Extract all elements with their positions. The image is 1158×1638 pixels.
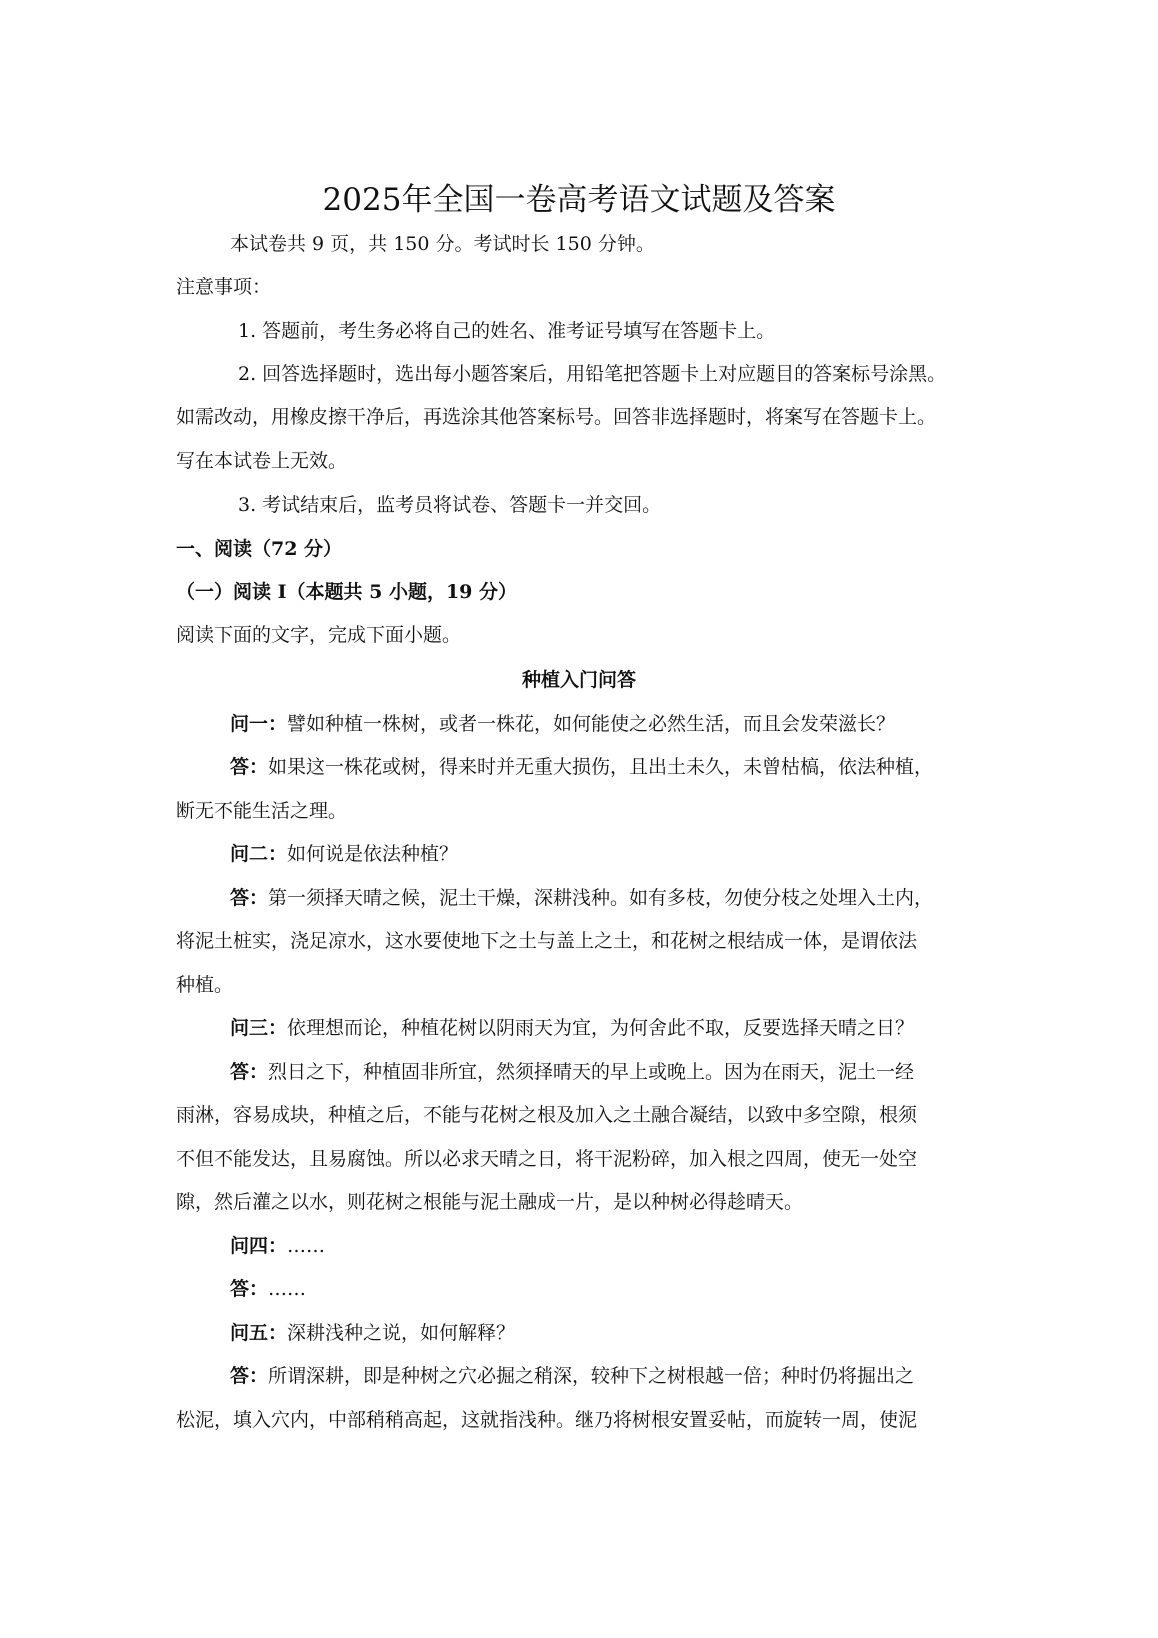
answer-text: 如果这一株花或树，得来时并无重大损伤，且出土未久，未曾枯槁，依法种植， [268,756,934,778]
notice-item-1: 1. 答题前，考生务必将自己的姓名、准考证号填写在答题卡上。 [238,320,776,342]
question-5 [230,1319,515,1347]
answer-1-line-1 [230,753,933,781]
question-label: 问四： [230,1235,288,1257]
question-label: 问五： [230,1322,288,1344]
question-text: 依理想而论，种植花树以阴雨天为宜，为何舍此不取，反要选择天晴之日？ [287,1017,915,1039]
intro-text: 本试卷共 9 页，共 150 分。考试时长 150 分钟。 [230,233,655,255]
answer-3-line-4: 隙，然后灌之以水，则花树之根能与泥土融成一片，是以种树必得趁晴天。 [176,1191,804,1213]
answer-label: 答： [230,756,269,778]
subsection-heading: （一）阅读 I（本题共 5 小题，19 分） [176,581,518,603]
notice-item-2-line-1: 2. 回答选择题时，选出每小题答案后，用铅笔把答题卡上对应题目的答案标号涂黑。 [238,363,947,385]
answer-5-line-1 [230,1362,914,1390]
question-label: 问一： [230,713,288,735]
question-3 [230,1014,914,1042]
notice-item-3: 3. 考试结束后，监考员将试卷、答题卡一并交回。 [238,494,662,516]
section-heading: 一、阅读（72 分） [176,538,343,560]
question-4 [230,1232,325,1260]
answer-text: 烈日之下，种植固非所宜，然须择晴天的早上或晚上。因为在雨天，泥土一经 [268,1061,915,1083]
question-text: 如何说是依法种植？ [287,843,459,865]
question-text: 深耕浅种之说，如何解释？ [287,1322,516,1344]
answer-2-line-1 [230,884,933,912]
answer-3-line-3: 不但不能发达，且易腐蚀。所以必求天晴之日，将干泥粉碎，加入根之四周，使无一处空 [176,1148,918,1170]
notice-heading: 注意事项： [176,276,272,298]
answer-label: 答： [230,1365,269,1387]
answer-text: 第一须择天晴之候，泥土干燥，深耕浅种。如有多枝，勿使分枝之处埋入土内， [268,887,934,909]
instruction-text: 阅读下面的文字，完成下面小题。 [176,624,462,646]
question-label: 问三： [230,1017,288,1039]
notice-item-2-line-2: 如需改动，用橡皮擦干净后，再选涂其他答案标号。回答非选择题时，将案写在答题卡上。 [176,406,937,428]
question-label: 问二： [230,843,288,865]
answer-2-line-3: 种植。 [176,974,234,996]
question-text: …… [287,1235,326,1257]
answer-5-line-2: 松泥，填入穴内，中部稍稍高起，这就指浅种。继乃将树根安置妥帖，而旋转一周，使泥 [176,1409,918,1431]
answer-4 [230,1275,306,1303]
answer-label: 答： [230,1061,269,1083]
question-text: 譬如种植一株树，或者一株花，如何能使之必然生活，而且会发荣滋长？ [287,713,896,735]
answer-3-line-2: 雨淋，容易成块，种植之后，不能与花树之根及加入之土融合凝结，以致中多空隙，根须 [176,1104,918,1126]
answer-text: …… [268,1278,307,1300]
question-1 [230,710,895,738]
answer-label: 答： [230,1278,269,1300]
answer-2-line-2: 将泥土桩实，浇足凉水，这水要使地下之土与盖上之土，和花树之根结成一体，是谓依法 [176,930,918,952]
page-title: 2025年全国一卷高考语文试题及答案 [322,182,836,218]
question-2 [230,840,458,868]
notice-item-2-line-3: 写在本试卷上无效。 [176,450,348,472]
article-title: 种植入门问答 [521,669,636,691]
answer-label: 答： [230,887,269,909]
answer-1-line-2: 断无不能生活之理。 [176,800,348,822]
answer-3-line-1 [230,1058,914,1086]
answer-text: 所谓深耕，即是种树之穴必掘之稍深，较种下之树根越一倍；种时仍将掘出之 [268,1365,915,1387]
